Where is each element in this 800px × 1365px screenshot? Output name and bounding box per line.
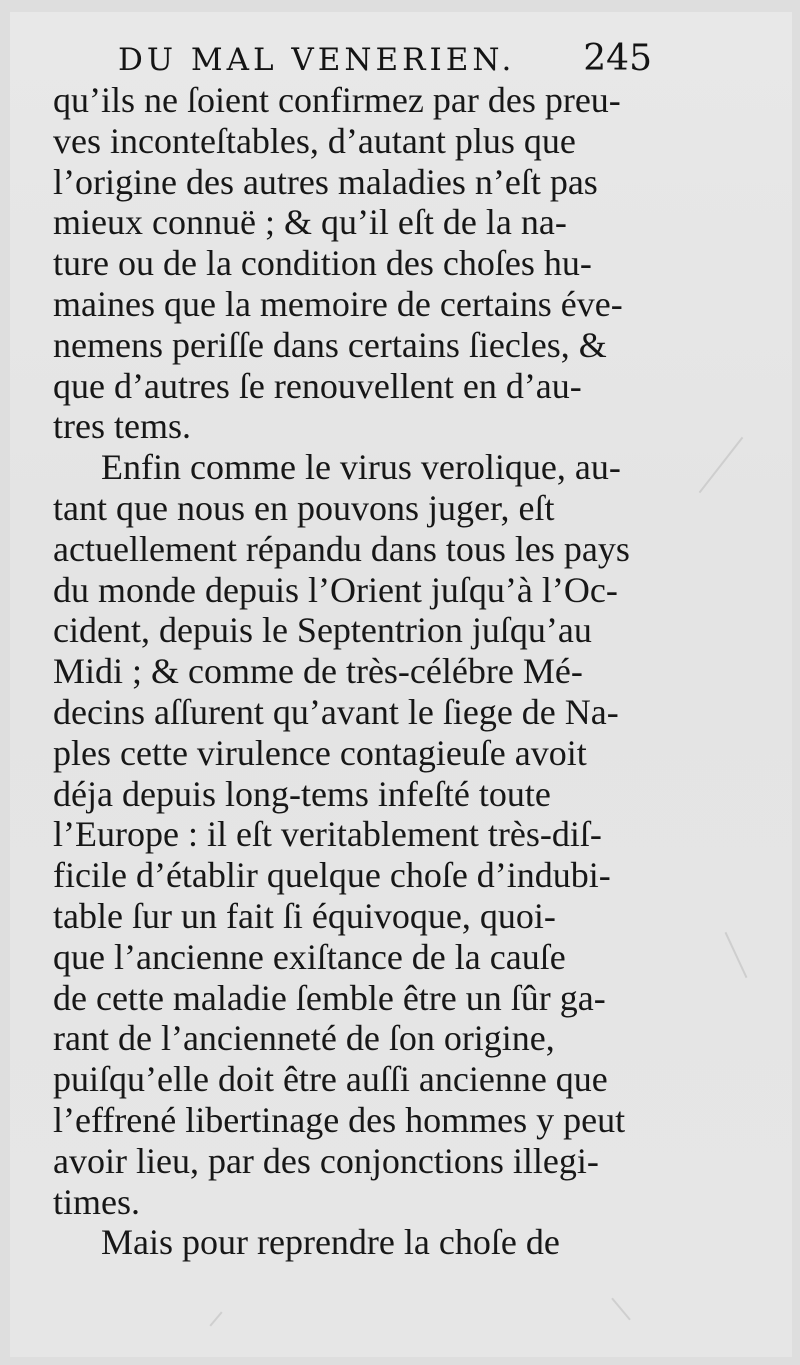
text-line: qu’ils ne ſoient confirmez par des preu- xyxy=(53,80,621,120)
text-line: l’effrené libertinage des hommes y peut xyxy=(53,1099,626,1140)
text-line: cident, depuis le Septentrion juſqu’au xyxy=(53,610,592,651)
text-line: mieux connuë ; & qu’il eſt de la na- xyxy=(53,202,567,243)
text-line: ficile d’établir quelque choſe d’indubi- xyxy=(53,855,611,896)
page-header xyxy=(118,36,658,86)
text-line: Midi ; & comme de très-célébre Mé- xyxy=(53,651,583,692)
text-line: ves inconteſtables, d’autant plus que xyxy=(53,120,576,161)
text-line: rant de l’ancienneté de ſon origine, xyxy=(53,1018,555,1059)
text-line: que l’ancienne exiſtance de la cauſe xyxy=(53,936,566,977)
text-line: times. xyxy=(53,1181,140,1222)
text-line: decins aſſurent qu’avant le ſiege de Na- xyxy=(53,691,619,732)
running-head: DU MAL VENERIEN. xyxy=(118,42,516,78)
text-line: l’Europe : il eſt veritablement très-diſ- xyxy=(53,814,602,855)
text-line: nemens periſſe dans certains ſiecles, & xyxy=(53,324,607,365)
text-line: de cette maladie ſemble être un ſûr ga- xyxy=(53,977,606,1018)
text-line: l’origine des autres maladies n’eſt pas xyxy=(53,161,598,202)
text-line: ture ou de la condition des choſes hu- xyxy=(53,243,592,284)
text-line: avoir lieu, par des conjonctions illegi- xyxy=(53,1140,599,1181)
paragraph-start-line: Enfin comme le virus verolique, au- xyxy=(101,447,621,488)
page-number: 245 xyxy=(583,38,652,79)
body-text xyxy=(53,80,651,1263)
paragraph-start-line: Mais pour reprendre la choſe de xyxy=(101,1222,560,1263)
text-line: que d’autres ſe renouvellent en d’au- xyxy=(53,365,582,406)
text-line: ples cette virulence contagieuſe avoit xyxy=(53,732,587,773)
text-line: maines que la memoire de certains éve- xyxy=(53,283,623,324)
text-line: du monde depuis l’Orient juſqu’à l’Oc- xyxy=(53,569,618,610)
text-line: table ſur un fait ſi équivoque, quoi- xyxy=(53,895,556,936)
text-line: déja depuis long-tems infeſté toute xyxy=(53,773,551,814)
text-line: actuellement répandu dans tous les pays xyxy=(53,528,630,569)
text-line: tant que nous en pouvons juger, eſt xyxy=(53,487,555,528)
text-line: puiſqu’elle doit être auſſi ancienne que xyxy=(53,1059,608,1100)
text-line: tres tems. xyxy=(53,406,191,447)
